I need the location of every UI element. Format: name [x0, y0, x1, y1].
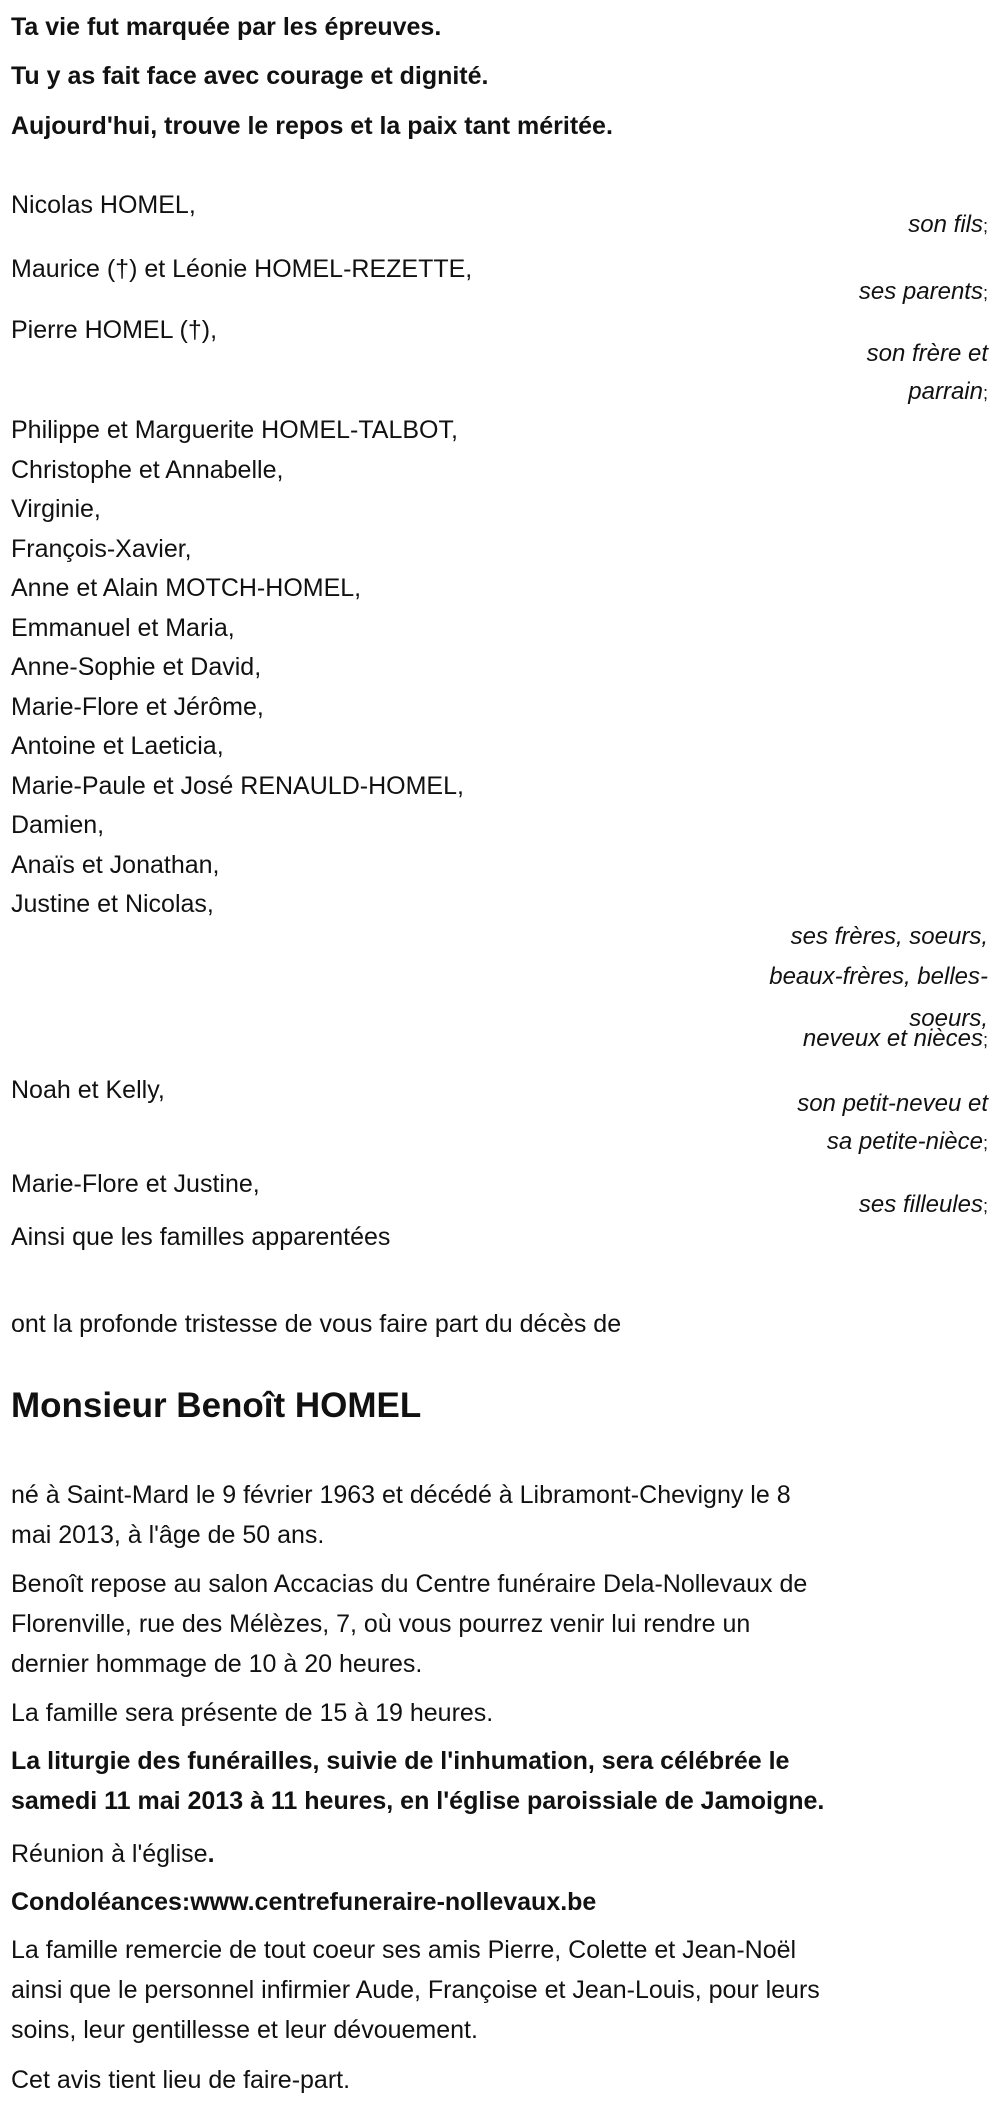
family-name: Pierre HOMEL (†),: [11, 316, 218, 344]
family-name: Anne-Sophie et David,: [11, 653, 262, 681]
family-name: Anaïs et Jonathan,: [11, 851, 220, 879]
repose-line: Benoît repose au salon Accacias du Centre funéraire Dela-Nollevaux de: [11, 1570, 808, 1598]
family-name: Marie-Flore et Jérôme,: [11, 693, 264, 721]
announcement-text: ont la profonde tristesse de vous faire part du décès de: [11, 1310, 622, 1338]
intro-line-2: Tu y as fait face avec courage et dignité.: [11, 62, 489, 90]
thanks-line: La famille remercie de tout coeur ses amis Pierre, Colette et Jean-Noël: [11, 1936, 797, 1964]
family-name: Noah et Kelly,: [11, 1076, 165, 1104]
thanks-line: soins, leur gentillesse et leur dévouement.: [11, 2016, 478, 2044]
funeral-line: samedi 11 mai 2013 à 11 heures, en l'église paroissiale de Jamoigne.: [11, 1787, 825, 1815]
family-role: son petit-neveu et: [797, 1090, 988, 1117]
repose-line: Florenville, rue des Mélèzes, 7, où vous pourrez venir lui rendre un: [11, 1610, 751, 1638]
family-role: beaux-frères, belles-: [769, 963, 988, 990]
family-name: Philippe et Marguerite HOMEL-TALBOT,: [11, 416, 458, 444]
birth-death-line: né à Saint-Mard le 9 février 1963 et décédé à Libramont-Chevigny le 8: [11, 1481, 791, 1509]
condolences-link[interactable]: Condoléances:www.centrefuneraire-nollevaux.be: [11, 1888, 597, 1916]
family-role: soeurs,: [909, 1005, 988, 1032]
repose-line: dernier hommage de 10 à 20 heures.: [11, 1650, 423, 1678]
family-name: Virginie,: [11, 495, 101, 523]
intro-line-1: Ta vie fut marquée par les épreuves.: [11, 13, 442, 41]
family-name: Marie-Paule et José RENAULD-HOMEL,: [11, 772, 464, 800]
birth-death-line: mai 2013, à l'âge de 50 ans.: [11, 1521, 325, 1549]
family-name: Justine et Nicolas,: [11, 890, 214, 918]
intro-line-3: Aujourd'hui, trouve le repos et la paix tant méritée.: [11, 112, 613, 140]
family-role: ses filleules;: [858, 1191, 988, 1218]
family-name: Anne et Alain MOTCH-HOMEL,: [11, 574, 362, 602]
family-name: Christophe et Annabelle,: [11, 456, 284, 484]
family-name: Antoine et Laeticia,: [11, 732, 224, 760]
family-role: son frère et: [866, 340, 988, 367]
family-role: ses frères, soeurs,: [790, 923, 988, 950]
closing-note: Cet avis tient lieu de faire-part.: [11, 2066, 351, 2094]
meeting-location: Réunion à l'église.: [11, 1840, 215, 1868]
family-role: sa petite-nièce;: [826, 1128, 988, 1155]
family-name: Nicolas HOMEL,: [11, 191, 196, 219]
family-name: Marie-Flore et Justine,: [11, 1170, 260, 1198]
family-role: parrain;: [908, 378, 988, 405]
family-role: son fils;: [908, 211, 988, 238]
family-role: neveux et nièces;: [802, 1025, 988, 1052]
family-name: Emmanuel et Maria,: [11, 614, 235, 642]
family-presence: La famille sera présente de 15 à 19 heures.: [11, 1699, 494, 1727]
deceased-name: Monsieur Benoît HOMEL: [11, 1386, 422, 1425]
thanks-line: ainsi que le personnel infirmier Aude, Françoise et Jean-Louis, pour leurs: [11, 1976, 820, 2004]
funeral-line: La liturgie des funérailles, suivie de l'inhumation, sera célébrée le: [11, 1747, 790, 1775]
related-families: Ainsi que les familles apparentées: [11, 1223, 391, 1251]
family-name: Maurice (†) et Léonie HOMEL-REZETTE,: [11, 255, 473, 283]
family-name: François-Xavier,: [11, 535, 192, 563]
family-name: Damien,: [11, 811, 105, 839]
family-role: ses parents;: [858, 278, 988, 305]
